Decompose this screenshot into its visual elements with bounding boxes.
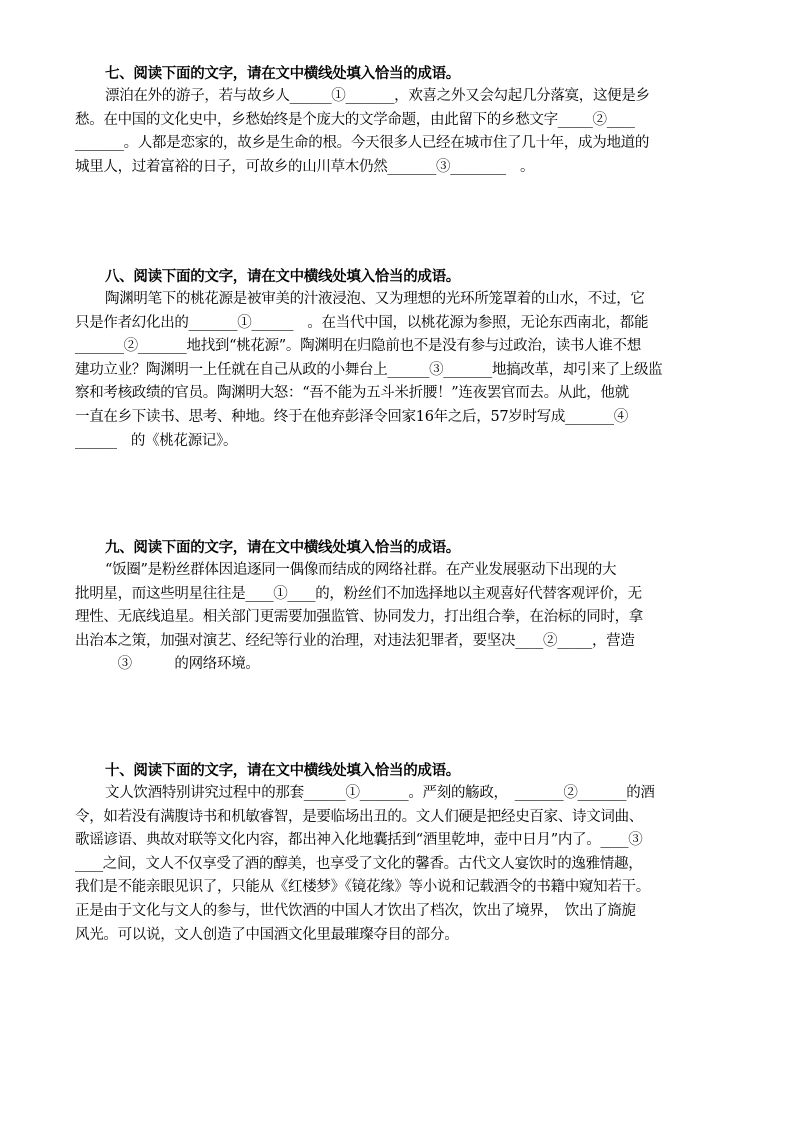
question-7-line: 漂泊在外的游子，若与故乡人______①_______，欢喜之外又会勾起几分落寞，这便是乡 <box>105 88 650 104</box>
question-8-line: 只是作者幻化出的_______①______ 。在当代中国，以桃花源为参照，无论东西南北，都能 <box>75 314 649 331</box>
question-7 <box>75 62 719 179</box>
question-9-title: 九、阅读下面的文字，请在文中横线处填入恰当的成语。 <box>105 539 460 556</box>
question-7-line: _______。人都是恋家的，故乡是生命的根。今天很多人已经在城市住了几十年，成为地道的 <box>75 135 650 152</box>
question-9-line: “饭圈”是粉丝群体因追逐同一偶像而结成的网络社群。在产业发展驱动下出现的大 <box>105 562 617 578</box>
question-9 <box>75 536 719 677</box>
question-10-line: ____之间，文人不仅享受了酒的醇美，也享受了文化的馨香。古代文人宴饮时的逸雅情趣， <box>75 855 643 872</box>
question-8 <box>75 265 719 453</box>
question-9-line: 出治本之策，加强对演艺、经纪等行业的治理，对违法犯罪者，要坚决____②_____，营造 <box>75 632 635 649</box>
question-8-line: 一直在乡下读书、思考、种地。终于在他弃彭泽令回家16年之后，57岁时写成_______④ <box>75 408 628 425</box>
question-8-title: 八、阅读下面的文字，请在文中横线处填入恰当的成语。 <box>105 268 460 285</box>
question-7-title: 七、阅读下面的文字，请在文中横线处填入恰当的成语。 <box>105 65 460 82</box>
question-10-line: 文人饮酒特别讲究过程中的那套______①_______。严刻的觞政， _______②_______的酒 <box>105 785 655 801</box>
question-9-line: ③ 的网络环境。 <box>75 656 260 673</box>
question-10-line: 我们是不能亲眼见识了，只能从《红楼梦》《镜花缘》等小说和记载酒令的书籍中窥知若干。 <box>75 879 650 896</box>
question-10-title: 十、阅读下面的文字，请在文中横线处填入恰当的成语。 <box>105 762 460 779</box>
question-8-line: 建功立业？陶渊明一上任就在自己从政的小舞台上______③_______地搞改革，却引来了上级监 <box>75 361 663 378</box>
question-8-line: ______ 的《桃花源记》。 <box>75 432 238 449</box>
question-10 <box>75 759 719 947</box>
question-9-line: 批明星，而这些明星往往是____①____的，粉丝们不加选择地以主观喜好代替客观评价，无 <box>75 585 642 602</box>
question-7-line: 城里人，过着富裕的日子，可故乡的山川草木仍然_______③________ 。 <box>75 158 535 175</box>
question-9-line: 理性、无底线追星。相关部门更需要加强监管、协同发力，打出组合拳，在治标的同时，拿 <box>75 609 643 626</box>
question-8-line: 陶渊明笔下的桃花源是被审美的汁液浸泡、又为理想的光环所笼罩着的山水，不过，它 <box>105 291 645 307</box>
question-8-line: 察和考核政绩的官员。陶渊明大怒：“吾不能为五斗米折腰！”连夜罢官而去。从此，他就 <box>75 385 629 402</box>
question-10-line: 令，如若没有满腹诗书和机敏睿智，是要临场出丑的。文人们硬是把经史百家、诗文词曲、 <box>75 808 643 825</box>
question-8-line: _______②_______地找到“桃花源”。陶渊明在归隐前也不是没有参与过政治，读书人谁不想 <box>75 338 641 355</box>
question-7-line: 愁。在中国的文化史中，乡愁始终是个庞大的文学命题，由此留下的乡愁文字_____②____ <box>75 111 635 128</box>
question-10-line: 歌谣谚语、典故对联等文化内容，都出神入化地囊括到“酒里乾坤，壶中日月”内了。____③ <box>75 832 643 849</box>
question-10-line: 正是由于文化与文人的参与，世代饮酒的中国人才饮出了档次，饮出了境界， 饮出了旖旎 <box>75 902 636 919</box>
question-10-line: 风光。可以说，文人创造了中国酒文化里最璀璨夺目的部分。 <box>75 926 459 943</box>
